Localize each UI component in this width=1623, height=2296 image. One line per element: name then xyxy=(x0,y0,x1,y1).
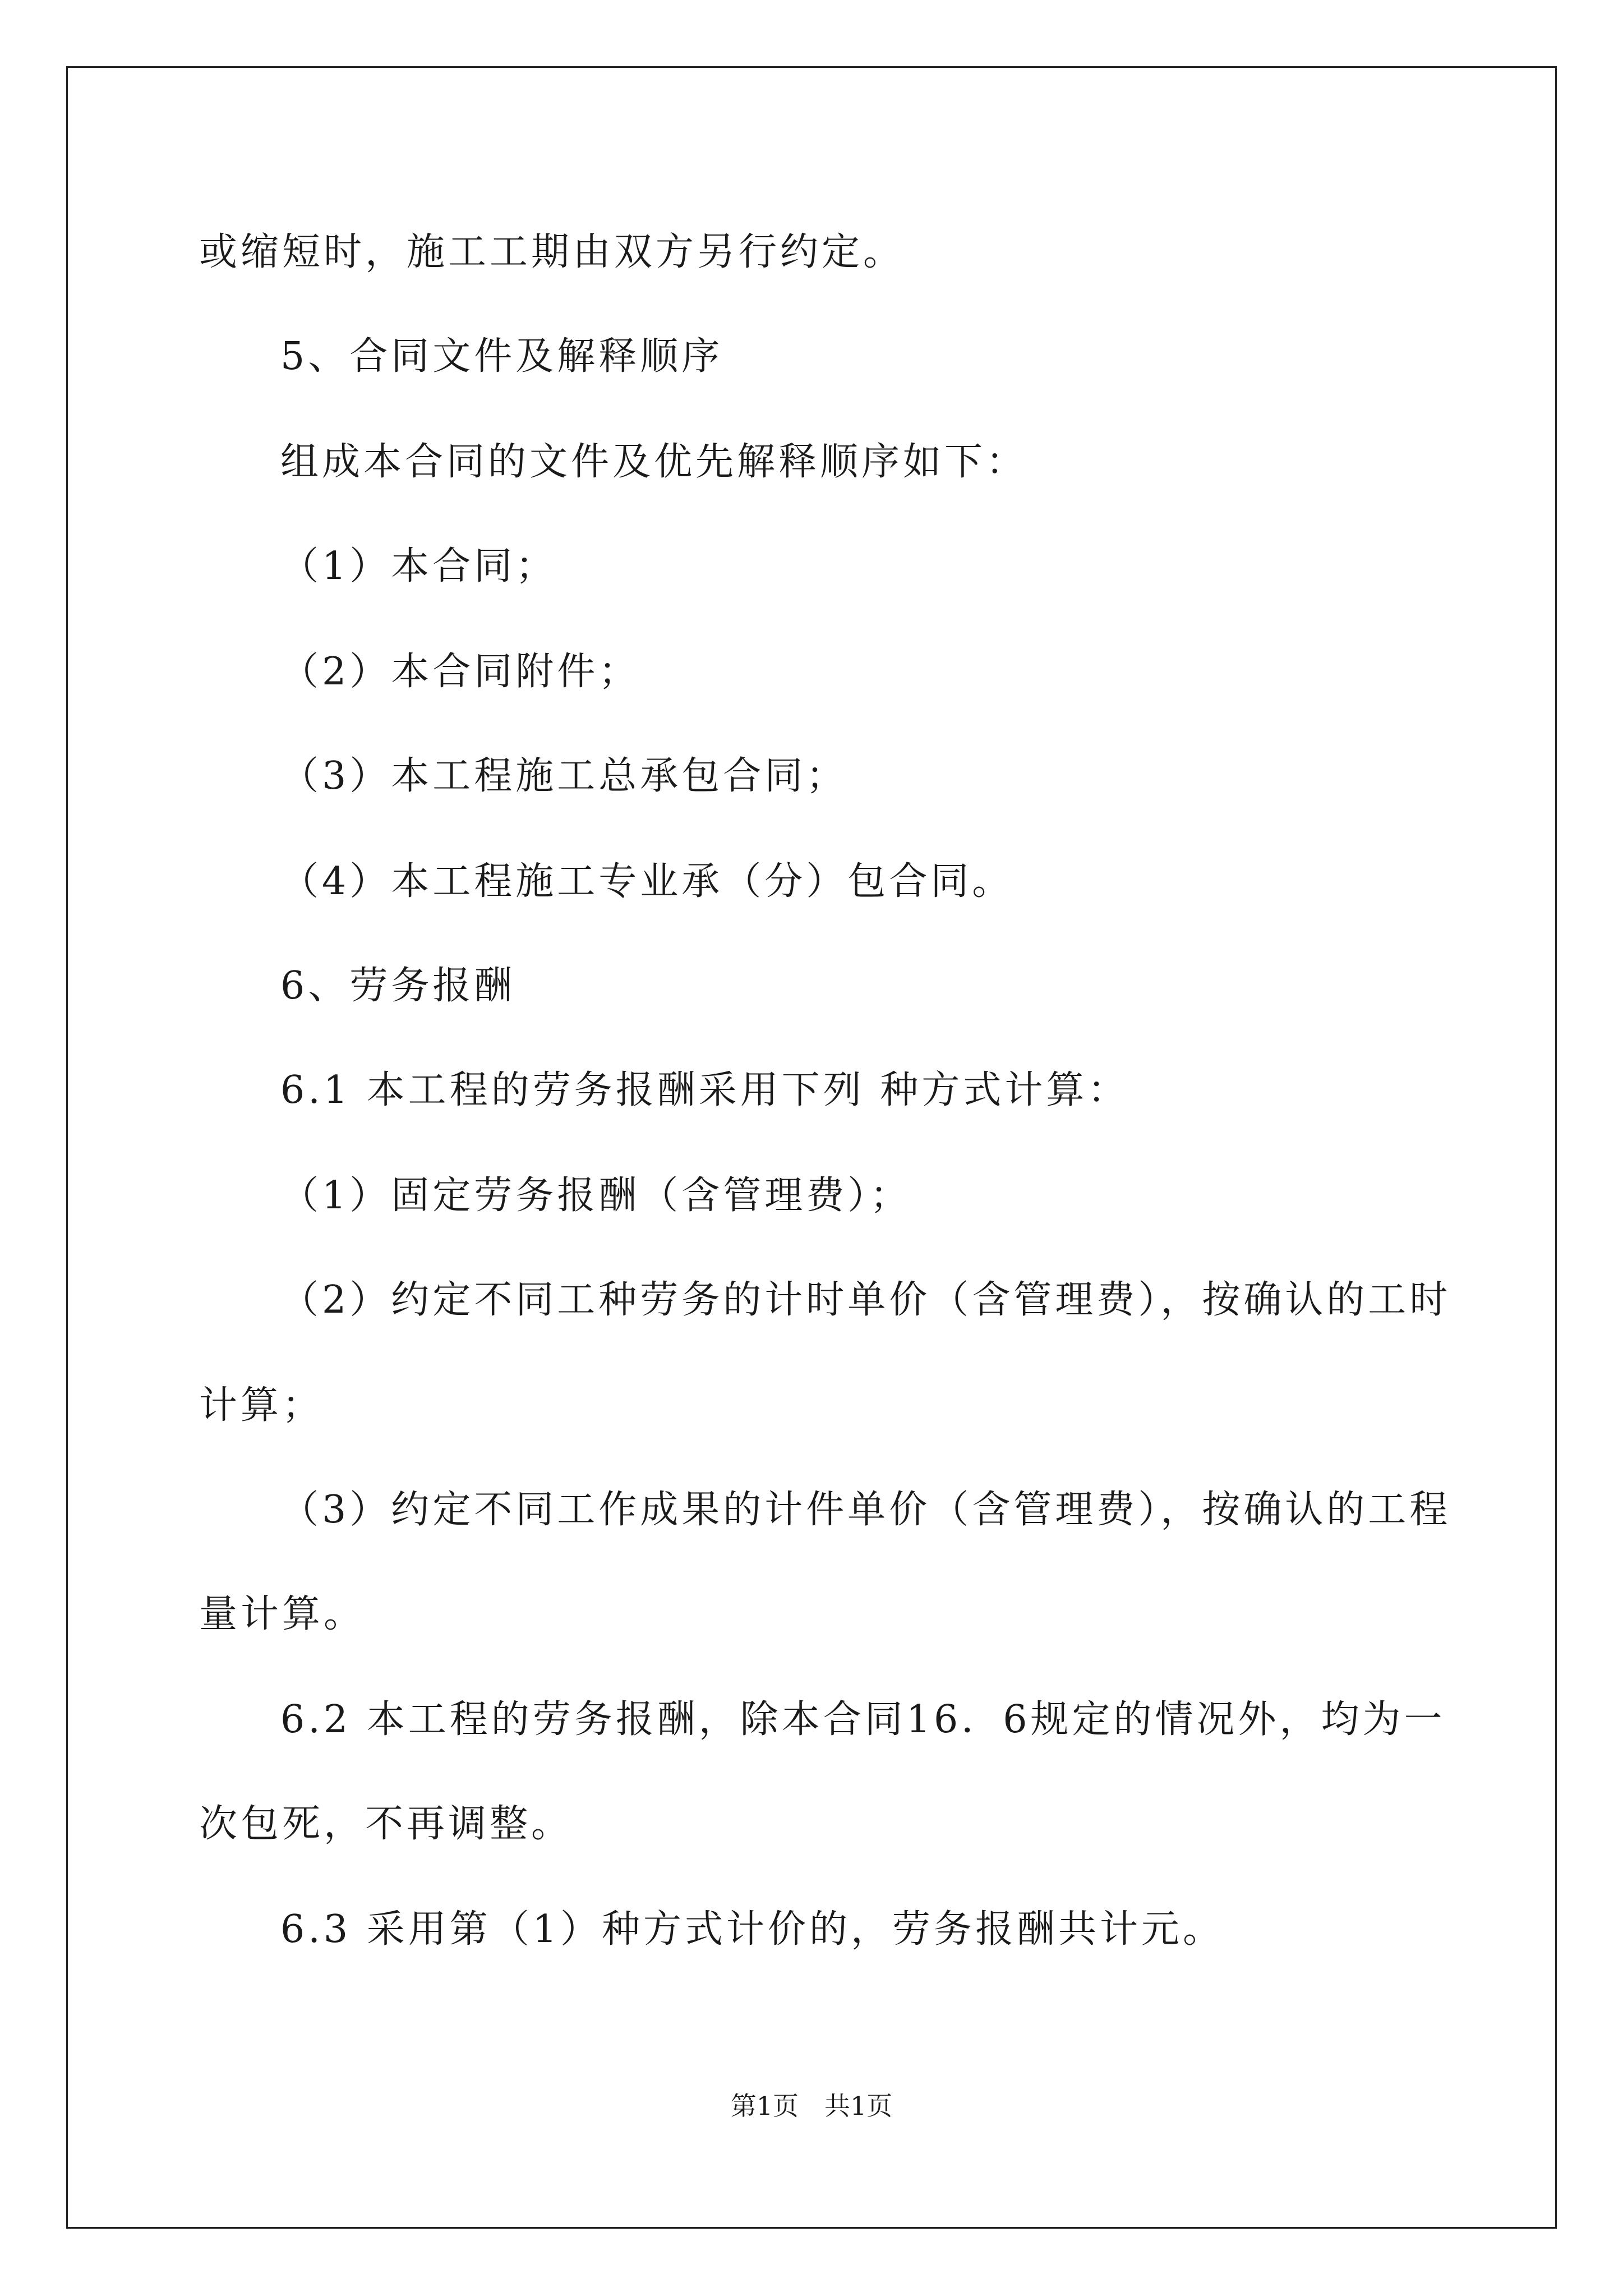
list-item-2: （2）本合同附件； xyxy=(280,650,640,694)
pay-method-2-cont: 计算； xyxy=(199,1383,324,1428)
clause-6-1: 6.1 本工程的劳务报酬采用下列 种方式计算： xyxy=(280,1068,1129,1112)
body-line-3: 组成本合同的文件及优先解释顺序如下： xyxy=(280,440,1028,484)
pay-method-2: （2）约定不同工种劳务的计时单价（含管理费），按确认的工时 xyxy=(280,1278,1451,1322)
page-border xyxy=(66,66,1557,2229)
body-line-1: 或缩短时，施工工期由双方另行约定。 xyxy=(199,230,905,274)
section-heading-6: 6、劳务报酬 xyxy=(280,964,516,1008)
pay-method-3-cont: 量计算。 xyxy=(199,1592,366,1636)
clause-6-2-cont: 次包死，不再调整。 xyxy=(199,1802,573,1846)
clause-6-3: 6.3 采用第（1）种方式计价的，劳务报酬共计元。 xyxy=(280,1907,1225,1952)
list-item-4: （4）本工程施工专业承（分）包合同。 xyxy=(280,859,1014,904)
page-number-footer: 第1页 共1页 xyxy=(730,2091,893,2121)
clause-6-2: 6.2 本工程的劳务报酬，除本合同16．6规定的情况外，均为一 xyxy=(280,1697,1446,1742)
list-item-3: （3）本工程施工总承包合同； xyxy=(280,754,848,798)
list-item-1: （1）本合同； xyxy=(280,544,557,588)
pay-method-3: （3）约定不同工作成果的计件单价（含管理费），按确认的工程 xyxy=(280,1488,1451,1532)
pay-method-1: （1）固定劳务报酬（含管理费）； xyxy=(280,1174,912,1218)
section-heading-5: 5、合同文件及解释顺序 xyxy=(280,334,723,379)
